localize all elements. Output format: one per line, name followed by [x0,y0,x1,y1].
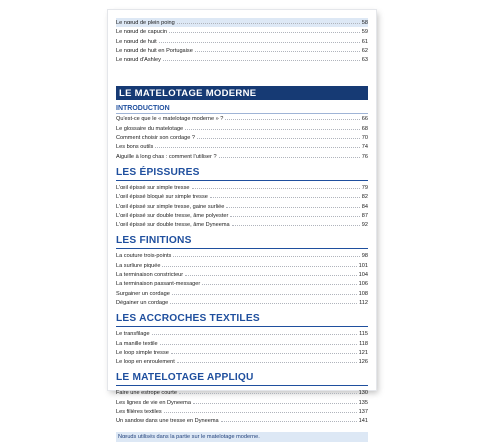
toc-entry[interactable]: Le nœud d'Ashley 63 [116,57,368,64]
table-of-contents [116,16,368,442]
toc-entry[interactable]: La surliure piquée 101 [116,262,368,269]
toc-entry[interactable]: Le nœud de plein poing 58 [116,20,368,26]
toc-entry[interactable]: L'œil épissé sur simple tresse 79 [116,184,368,191]
chapter-title-bar: LE MATELOTAGE MODERNE [116,86,368,100]
toc-entry[interactable]: Le transfilage 115 [116,331,368,338]
toc-entry[interactable]: La couture trois-points 98 [116,253,368,260]
toc-entry[interactable]: Les filières textiles 137 [116,409,368,416]
toc-entry[interactable]: La terminaison constricteur 104 [116,272,368,279]
toc-entry[interactable]: Le loop simple tresse 121 [116,349,368,356]
section-list [116,183,368,229]
document-page [108,10,376,440]
toc-entry[interactable]: Dégainer un cordage 112 [116,299,368,306]
toc-entry[interactable]: Qu'est-ce que le « matelotage moderne » ? 66 [116,116,368,123]
toc-entry[interactable]: L'œil épissé sur simple tresse, gaine surliée 84 [116,203,368,210]
toc-entry[interactable]: La manille textile 118 [116,340,368,347]
section-heading: LES ACCROCHES TEXTILES [116,313,368,327]
toc-entry[interactable]: Faire une estrope courte 130 [116,390,368,397]
intro-heading: INTRODUCTION [116,104,368,114]
toc-entry[interactable]: L'œil épissé bloqué sur simple tresse 82 [116,194,368,201]
toc-entry[interactable]: L'œil épissé sur double tresse, âme Dyneema 92 [116,222,368,229]
toc-entry[interactable]: Les lignes de vie en Dyneema 135 [116,399,368,406]
toc-entry[interactable]: Un sandow dans une tresse en Dyneema 141 [116,418,368,425]
footnote: Nœuds utilisés dans la partie sur le matelotage moderne. [116,432,368,442]
toc-entry[interactable]: La terminaison passant-messager 106 [116,281,368,288]
top-knot-list [116,18,368,64]
toc-entry[interactable]: Les bons outils 74 [116,144,368,151]
toc-entry[interactable]: Le glossaire du matelotage 68 [116,125,368,132]
toc-entry[interactable]: Surgainer un cordage 108 [116,290,368,297]
section-list [116,251,368,307]
section-heading: LE MATELOTAGE APPLIQU [116,372,368,386]
toc-entry[interactable]: L'œil épissé sur double tresse, âme polyester 87 [116,212,368,219]
section-list [116,329,368,366]
toc-entry[interactable]: Le nœud de capucin 59 [116,29,368,36]
intro-list [116,114,368,160]
toc-entry[interactable]: Le loop en enroulement 126 [116,359,368,366]
section-heading: LES FINITIONS [116,235,368,249]
toc-entry[interactable]: Le nœud de huit 61 [116,38,368,45]
toc-entry[interactable]: Aiguille à long chas : comment l'utiliser ? 76 [116,153,368,160]
toc-entry[interactable]: Comment choisir son cordage ? 70 [116,135,368,142]
section-list [116,388,368,425]
toc-entry[interactable]: Le nœud de huit en Portugaise 62 [116,47,368,54]
section-heading: LES ÉPISSURES [116,167,368,181]
